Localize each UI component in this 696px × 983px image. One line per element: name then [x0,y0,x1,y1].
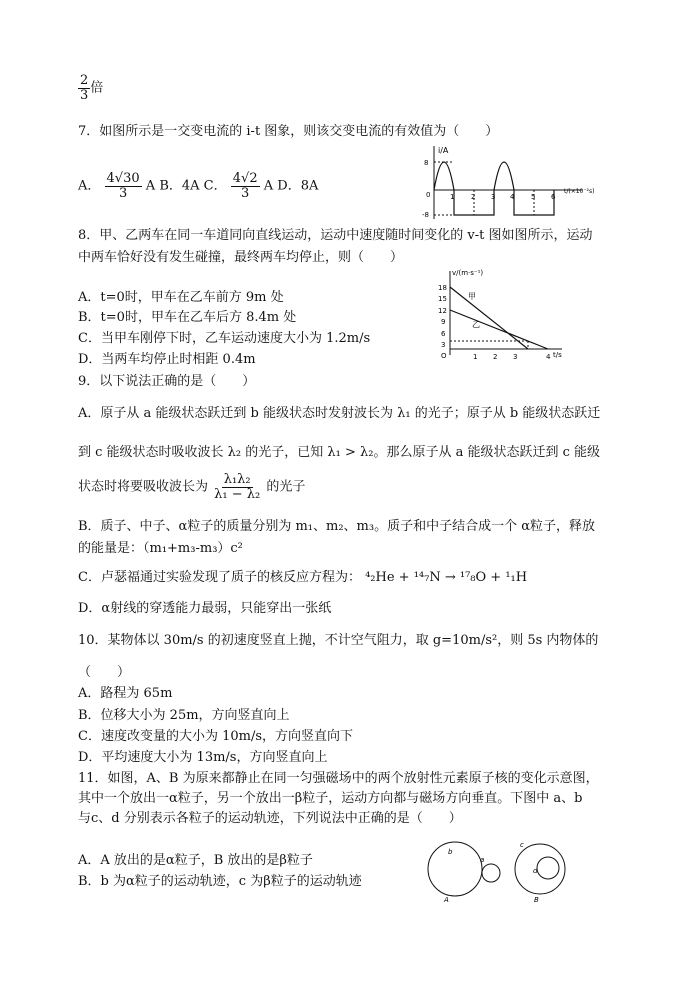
q8-origin: O [441,352,447,360]
q11-option-b: B．b 为α粒子的运动轨迹，c 为β粒子的运动轨迹 [78,874,362,889]
q9-option-a-suffix: 的光子 [266,479,306,495]
q7-option-a-label: A． [78,178,101,194]
fraction-numerator: 2 [80,73,89,88]
q8-stem-1: 8．甲、乙两车在同一车道同向直线运动，运动中速度随时间变化的 v-t 图如图所示，运动 [78,228,593,243]
q9-option-c [78,566,527,585]
q10-option-d: D．平均速度大小为 13m/s，方向竖直向上 [78,750,328,765]
q8-ytick: 15 [438,295,447,303]
q7-origin: 0 [426,191,431,199]
fraction-denominator: 3 [80,87,89,103]
fraction-suffix: 倍 [90,80,104,96]
q8-xtick: 3 [513,353,518,361]
q9-wavelength-denominator: λ₁ − λ₂ [214,486,261,502]
q10-option-c: C．速度改变量的大小为 10m/s，方向竖直向下 [78,729,353,744]
q11-option-a: A．A 放出的是α粒子，B 放出的是β粒子 [78,853,313,868]
q9-option-c-text: C．卢瑟福通过实验发现了质子的核反应方程为： [78,570,361,585]
q8-xlabel: t/s [553,351,562,359]
q8-xtick: 4 [546,353,551,361]
q7-xtick: 3 [491,193,496,201]
q10-option-b: B．位移大小为 25m，方向竖直向上 [78,708,290,723]
q11-stem-2: 其中一个放出一α粒子，另一个放出一β粒子，运动方向都与磁场方向垂直。下图中 a、b [78,791,583,806]
q7-option-c-unit: A [263,178,274,194]
q8-line-jia [450,287,528,349]
q7-xtick: 2 [471,193,476,201]
q7-stem: 7．如图所示是一交变电流的 i-t 图象，则该交变电流的有效值为（ ） [78,124,499,139]
leftover-fraction [78,74,103,102]
q8-ytick: 6 [441,330,446,338]
q10-stem: 10．某物体以 30m/s 的初速度竖直上抛，不计空气阻力，取 g=10m/s²，则 5s 内物体的 [78,633,599,648]
q7-option-c-label: C． [203,178,227,194]
q9-stem: 9．以下说法正确的是（ ） [78,374,256,389]
q7-option-c-numerator: 4√2 [232,171,258,186]
q7-y-bottom: -8 [422,211,429,219]
q9-nuclear-equation: ⁴₂He + ¹⁴₇N → ¹⁷₈O + ¹₁H [365,570,528,585]
q7-y-top: 8 [424,159,429,167]
q9-wavelength-numerator: λ₁λ₂ [223,472,251,487]
q8-ytick: 12 [438,307,447,315]
q11-label-d: d [533,867,538,875]
q11-stem-3: 与c、d 分别表示各粒子的运动轨迹，下列说法中正确的是（ ） [78,811,462,826]
q7-half-sine-2 [494,162,514,190]
q11-track-c [515,844,565,894]
q7-it-graph [418,143,595,221]
q11-track-figure [420,838,590,904]
q7-ylabel: i/A [438,146,449,155]
q8-line-yi [450,310,548,349]
q9-option-b-line-1: B．质子、中子、α粒子的质量分别为 m₁、m₂、m₃。质子和中子结合成一个 α粒子，释放 [78,519,595,534]
q7-option-a-denominator: 3 [118,185,128,201]
q9-option-b-line-2: 的能量是：（m₁+m₃-m₃）c² [78,541,243,556]
q11-label-A: A [444,896,449,904]
q9-option-a-line-1: A．原子从 a 能级状态跃迁到 b 能级状态时发射波长为 λ₁ 的光子；原子从 b 能级状态跃迁 [78,406,601,421]
q9-option-a-line-2: 到 c 能级状态时吸收波长 λ₂ 的光子，已知 λ₁ > λ₂。那么原子从 a 能级状态跃迁到 c 能级 [78,445,601,460]
q11-track-d [537,857,559,879]
q11-label-b: b [448,848,453,856]
q11-label-B: B [534,896,539,904]
q11-stem-1: 11．如图，A、B 为原来都静止在同一匀强磁场中的两个放射性元素原子核的变化示意图， [78,771,599,786]
q8-label-jia: 甲 [468,292,476,301]
q8-xtick: 2 [493,353,498,361]
q7-option-c-denominator: 3 [241,185,250,201]
q8-xtick: 1 [473,353,478,361]
q7-xtick: 1 [450,193,455,201]
q8-ylabel: v/(m·s⁻¹) [452,269,484,277]
q7-option-d: D．8A [277,178,319,194]
q7-xtick: 4 [510,193,515,201]
q8-ytick: 9 [441,318,446,326]
q8-label-yi: 乙 [472,320,480,329]
q8-option-b: B．t=0时，甲车在乙车后方 8.4m 处 [78,310,297,325]
q9-option-a-prefix: 状态时将要吸收波长为 [78,479,209,495]
q11-track-a [482,864,500,882]
q8-stem-2: 中两车恰好没有发生碰撞，最终两车均停止，则（ ） [78,250,404,265]
q7-xtick: 6 [551,193,556,201]
q10-paren: （ ） [78,665,131,680]
q9-option-d: D．α射线的穿透能力最弱，只能穿出一张纸 [78,601,332,616]
q7-option-a-unit: A [145,178,156,194]
q11-label-a: a [480,856,485,864]
q7-option-b: B．4A [159,178,200,194]
q11-track-b [428,842,485,896]
q8-vt-graph [428,265,568,365]
q9-option-a-line-3 [78,473,305,501]
q7-xlabel: t/(×10⁻²s) [564,188,595,195]
q10-option-a: A．路程为 65m [78,686,173,701]
q8-ytick: 3 [441,341,446,349]
q7-options [78,172,318,200]
q11-label-c: c [520,841,524,849]
q8-option-c: C．当甲车刚停下时，乙车运动速度大小为 1.2m/s [78,331,371,346]
q8-option-d: D．当两车均停止时相距 0.4m [78,352,256,367]
q8-ytick: 18 [438,284,447,292]
q7-xtick: 5 [531,193,536,201]
q7-option-a-numerator: 4√30 [106,171,140,186]
q7-half-sine-1 [434,162,454,190]
q8-option-a: A．t=0时，甲车在乙车前方 9m 处 [78,290,284,305]
